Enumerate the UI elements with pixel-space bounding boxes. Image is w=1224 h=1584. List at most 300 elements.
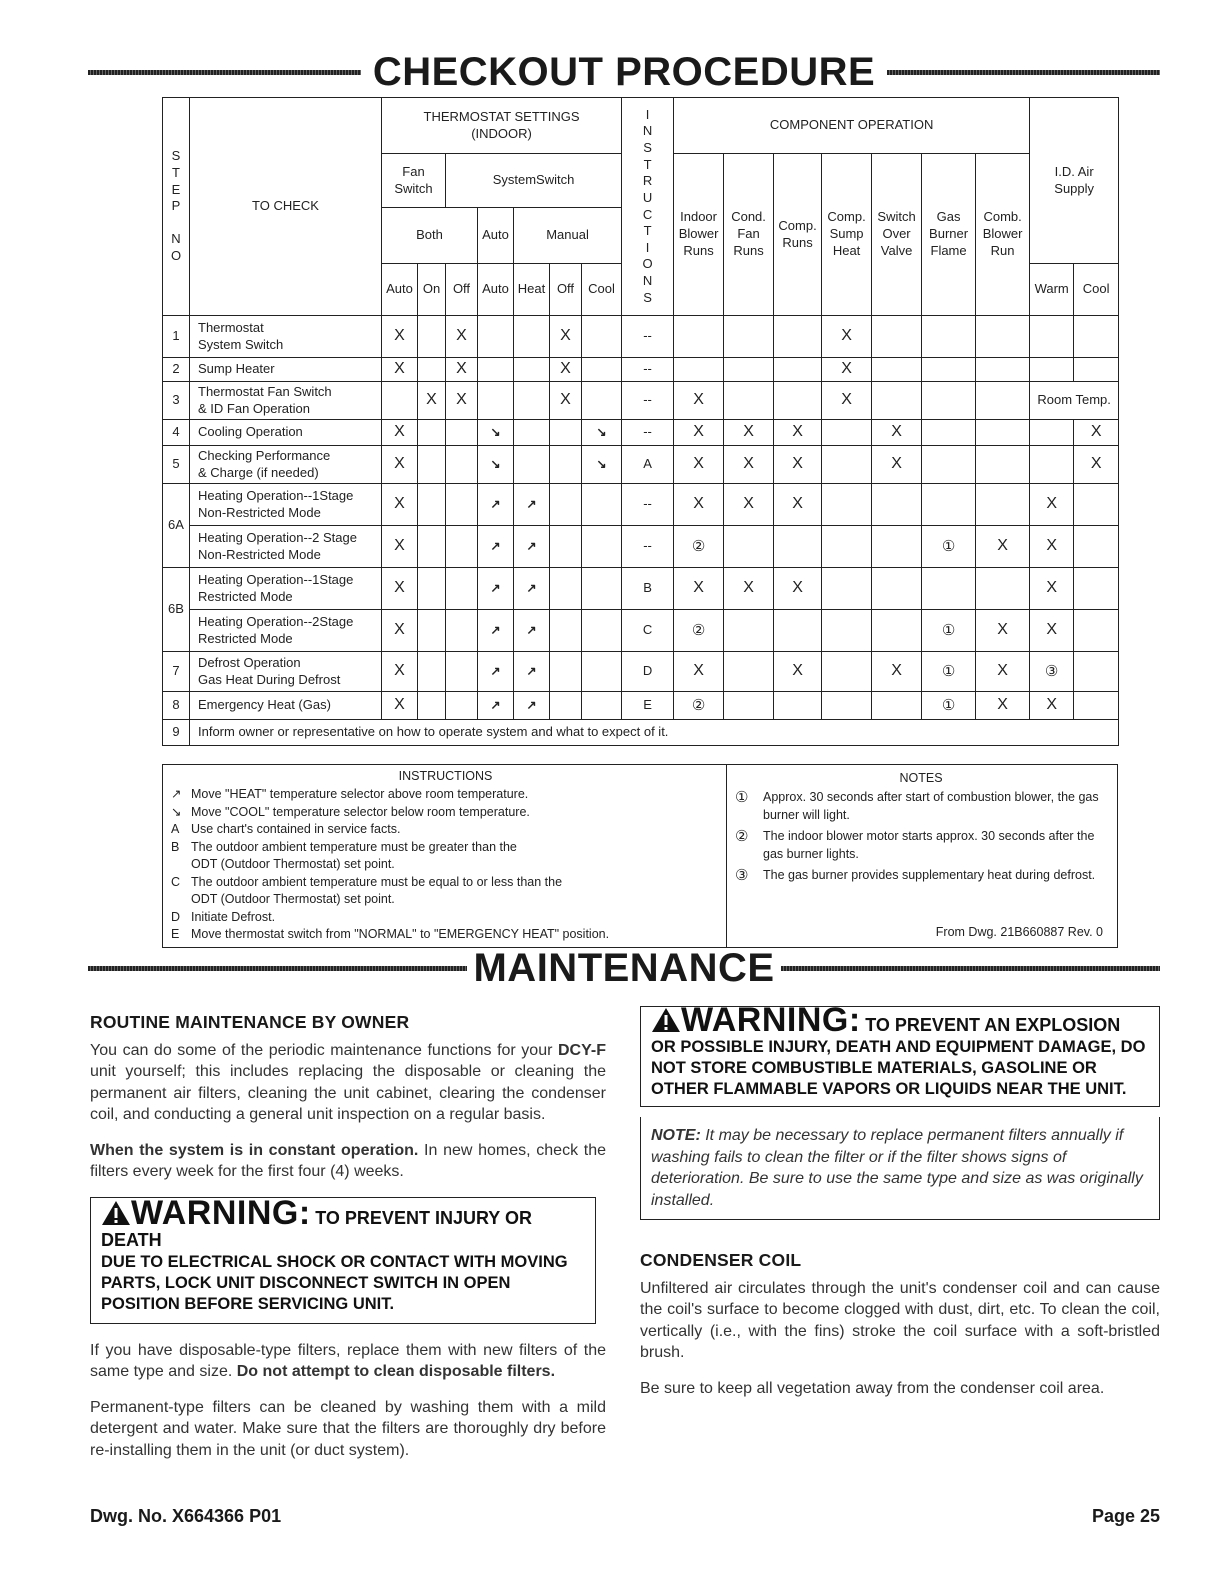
table-cell bbox=[478, 568, 514, 610]
table-cell bbox=[622, 316, 674, 358]
table-cell bbox=[774, 692, 822, 720]
cell-value: X bbox=[456, 360, 467, 378]
cell-value: X bbox=[841, 391, 852, 409]
to-check-line: Gas Heat During Defrost bbox=[198, 671, 341, 687]
cell-value: ① bbox=[941, 537, 956, 555]
cell-value: -- bbox=[643, 424, 652, 440]
table-cell bbox=[922, 652, 976, 692]
instruction-line bbox=[171, 856, 720, 874]
to-check-line: Sump Heater bbox=[198, 361, 275, 377]
table-cell bbox=[622, 484, 674, 526]
table-cell bbox=[582, 382, 622, 420]
both-header: Both bbox=[382, 208, 478, 264]
table-cell bbox=[550, 316, 582, 358]
table-cell bbox=[1074, 420, 1119, 446]
table-cell bbox=[446, 382, 478, 420]
table-cell bbox=[446, 568, 478, 610]
title-rule-right bbox=[887, 70, 1160, 75]
table-cell bbox=[976, 568, 1030, 610]
explosion-warning-box bbox=[640, 1001, 1160, 1107]
step-no-header bbox=[163, 98, 190, 316]
instruction-line bbox=[171, 804, 720, 822]
vertical-letter: N bbox=[642, 123, 653, 139]
cell-value: X bbox=[1046, 537, 1057, 555]
title-rule-left bbox=[88, 70, 361, 75]
sub-col-on: On bbox=[418, 264, 446, 316]
cell-value: X bbox=[1090, 423, 1102, 441]
table-cell bbox=[582, 446, 622, 484]
table-cell bbox=[774, 382, 822, 420]
instruction-text: The outdoor ambient temperature must be greater than the bbox=[191, 839, 517, 854]
to-check-line: Thermostat bbox=[198, 319, 264, 335]
table-cell bbox=[822, 358, 872, 382]
table-cell bbox=[872, 446, 922, 484]
table-cell bbox=[382, 382, 418, 420]
step-number: 1 bbox=[163, 316, 190, 358]
table-cell bbox=[622, 446, 674, 484]
cell-value: X bbox=[743, 579, 754, 597]
table-cell bbox=[446, 526, 478, 568]
cell-value: X bbox=[997, 621, 1008, 639]
table-cell bbox=[774, 526, 822, 568]
step-number: 8 bbox=[163, 692, 190, 720]
cell-value: X bbox=[792, 455, 803, 473]
instruction-line bbox=[171, 874, 720, 892]
table-cell bbox=[550, 610, 582, 652]
table-cell bbox=[674, 652, 724, 692]
table-cell bbox=[582, 358, 622, 382]
table-cell bbox=[514, 316, 550, 358]
vegetation-paragraph: Be sure to keep all vegetation away from the condenser coil area. bbox=[640, 1379, 1105, 1397]
vertical-letter: E bbox=[171, 181, 181, 197]
warning-triangle-icon bbox=[651, 1017, 681, 1035]
to-check-cell bbox=[190, 358, 382, 382]
cell-value: X bbox=[891, 662, 902, 680]
table-cell bbox=[478, 484, 514, 526]
table-cell bbox=[550, 568, 582, 610]
table-cell bbox=[418, 568, 446, 610]
cell-value: X bbox=[456, 391, 467, 409]
table-cell bbox=[478, 358, 514, 382]
table-cell bbox=[822, 316, 872, 358]
instruction-key: ↘ bbox=[171, 804, 182, 819]
table-cell bbox=[478, 610, 514, 652]
condenser-coil-heading: CONDENSER COIL bbox=[640, 1250, 802, 1270]
table-cell bbox=[674, 382, 724, 420]
vertical-letter: U bbox=[642, 189, 653, 205]
instruction-key bbox=[171, 891, 191, 909]
instructions-title: INSTRUCTIONS bbox=[398, 769, 493, 783]
table-cell bbox=[418, 484, 446, 526]
cell-value: ② bbox=[691, 621, 706, 639]
table-cell bbox=[1074, 526, 1119, 568]
instruction-key: D bbox=[171, 909, 181, 924]
cool-header: Cool bbox=[1074, 264, 1119, 316]
table-cell bbox=[418, 692, 446, 720]
electrical-warning-box bbox=[90, 1193, 596, 1324]
warning-body: OR POSSIBLE INJURY, DEATH AND EQUIPMENT DAMAGE, DO NOT STORE COMBUSTIBLE MATERIALS, GASOLINE OR OTHER FLAMMABLE VAPORS OR LIQUIDS NEAR THE UNIT. bbox=[651, 1038, 1146, 1098]
table-cell bbox=[418, 420, 446, 446]
table-cell bbox=[582, 484, 622, 526]
to-check-header: TO CHECK bbox=[190, 98, 382, 316]
heat-selector-arrow-icon: ↗ bbox=[526, 623, 537, 638]
table-cell bbox=[418, 526, 446, 568]
table-cell bbox=[1074, 484, 1119, 526]
table-cell bbox=[1074, 568, 1119, 610]
heat-selector-arrow-icon: ↗ bbox=[526, 664, 537, 679]
to-check-line: Heating Operation--1Stage bbox=[198, 487, 354, 503]
table-cell bbox=[922, 484, 976, 526]
to-check-cell bbox=[190, 652, 382, 692]
step-number: 7 bbox=[163, 652, 190, 692]
table-cell bbox=[1030, 484, 1074, 526]
vertical-letter: T bbox=[643, 223, 652, 239]
cell-value: X bbox=[792, 579, 803, 597]
vertical-letter: S bbox=[171, 148, 181, 164]
table-cell bbox=[478, 382, 514, 420]
table-cell bbox=[1030, 568, 1074, 610]
table-cell bbox=[774, 484, 822, 526]
note-number: ② bbox=[735, 828, 749, 845]
cell-value: X bbox=[997, 537, 1008, 555]
checkout-title-bar bbox=[88, 50, 1160, 95]
vertical-letter: R bbox=[642, 173, 653, 189]
table-cell bbox=[382, 526, 418, 568]
table-row bbox=[163, 420, 1119, 446]
table-cell bbox=[674, 610, 724, 652]
vertical-letter: T bbox=[643, 156, 652, 172]
table-cell bbox=[550, 358, 582, 382]
comp-col-3: Comp. Sump Heat bbox=[822, 154, 872, 316]
cell-value: X bbox=[693, 495, 704, 513]
note-text: It may be necessary to replace permanent filters annually if washing fails to clean the filter or if the filter shows signs of deterioration. Be sure to use the same type and size as was originally installed. bbox=[651, 1127, 1143, 1209]
constant-operation-paragraph bbox=[90, 1140, 606, 1183]
table-cell bbox=[478, 526, 514, 568]
cell-value: X bbox=[1046, 579, 1057, 597]
comp-col-5: Gas Burner Flame bbox=[922, 154, 976, 316]
table-cell bbox=[1030, 420, 1074, 446]
table-cell bbox=[822, 484, 872, 526]
table-cell bbox=[872, 652, 922, 692]
table-cell bbox=[550, 526, 582, 568]
table-cell bbox=[724, 446, 774, 484]
instruction-key: ↗ bbox=[171, 787, 182, 801]
table-cell bbox=[550, 446, 582, 484]
table-cell bbox=[382, 652, 418, 692]
instruction-text: Move thermostat switch from "NORMAL" to "EMERGENCY HEAT" position. bbox=[191, 927, 610, 941]
table-cell bbox=[446, 610, 478, 652]
cell-value: X bbox=[841, 360, 852, 378]
table-cell bbox=[922, 446, 976, 484]
warning-word: WARNING: bbox=[681, 1001, 861, 1039]
to-check-cell bbox=[190, 484, 382, 526]
step-number: 2 bbox=[163, 358, 190, 382]
table-cell bbox=[922, 526, 976, 568]
table-cell bbox=[872, 526, 922, 568]
table-cell bbox=[550, 652, 582, 692]
cell-value: -- bbox=[643, 538, 652, 554]
table-cell bbox=[446, 484, 478, 526]
table-cell bbox=[922, 610, 976, 652]
table-cell bbox=[822, 382, 872, 420]
cell-value: X bbox=[693, 662, 704, 680]
explosion-warning-text bbox=[651, 1001, 1151, 1100]
table-cell bbox=[382, 446, 418, 484]
checkout-table bbox=[162, 97, 1119, 746]
cell-value: -- bbox=[643, 328, 652, 344]
notes-list bbox=[735, 789, 1107, 885]
instruction-line bbox=[171, 926, 720, 944]
instruction-key: B bbox=[171, 839, 180, 854]
cell-value: X bbox=[792, 662, 803, 680]
instruction-line bbox=[171, 786, 720, 804]
to-check-line: Non-Restricted Mode bbox=[198, 504, 321, 520]
table-cell bbox=[1074, 446, 1119, 484]
heat-selector-arrow-icon: ↗ bbox=[490, 581, 501, 596]
cell-value: C bbox=[642, 622, 653, 638]
auto-header: Auto bbox=[478, 208, 514, 264]
table-cell bbox=[922, 692, 976, 720]
table-cell bbox=[582, 692, 622, 720]
table-cell bbox=[514, 568, 550, 610]
manual-header: Manual bbox=[514, 208, 622, 264]
vertical-letter bbox=[163, 215, 189, 232]
warning-triangle-icon bbox=[101, 1210, 131, 1228]
to-check-cell bbox=[190, 420, 382, 446]
cell-value: X bbox=[792, 423, 803, 441]
sub-col-auto2: Auto bbox=[478, 264, 514, 316]
table-cell bbox=[478, 692, 514, 720]
cell-value: X bbox=[693, 455, 704, 473]
cell-value: X bbox=[997, 662, 1008, 680]
note-item bbox=[735, 867, 1107, 885]
note-text: The gas burner provides supplementary heat during defrost. bbox=[763, 868, 1096, 882]
maint-rule-left bbox=[88, 966, 467, 971]
table-cell bbox=[478, 446, 514, 484]
sub-col-auto: Auto bbox=[382, 264, 418, 316]
instruction-key: E bbox=[171, 927, 180, 941]
table-cell bbox=[976, 484, 1030, 526]
routine-text-c: unit yourself; this includes replacing the disposable or cleaning the permanent air filters, cleaning the unit cabinet, clearing the condenser coil, and conducting a general unit inspection on a regular basis. bbox=[90, 1063, 606, 1123]
disposable-bold: Do not attempt to clean disposable filters. bbox=[236, 1363, 556, 1380]
vertical-letter: O bbox=[642, 256, 653, 272]
instructions-panel bbox=[163, 765, 727, 947]
table-cell bbox=[1030, 358, 1074, 382]
table-cell bbox=[922, 358, 976, 382]
table-cell bbox=[774, 652, 822, 692]
table-row bbox=[163, 652, 1119, 692]
cell-value: X bbox=[560, 327, 571, 345]
table-cell bbox=[774, 358, 822, 382]
step-number: 6A bbox=[163, 484, 190, 568]
note-text: Approx. 30 seconds after start of combustion blower, the gas burner will light. bbox=[763, 790, 1099, 822]
warning-lead: TO PREVENT INJURY OR DEATH bbox=[101, 1207, 532, 1250]
instruction-key: A bbox=[171, 822, 180, 836]
table-cell bbox=[446, 692, 478, 720]
model-name: DCY-F bbox=[558, 1041, 606, 1059]
to-check-line: Restricted Mode bbox=[198, 588, 293, 604]
table-cell bbox=[382, 568, 418, 610]
notes-panel bbox=[727, 765, 1117, 947]
cell-value: -- bbox=[643, 392, 652, 408]
instruction-text: ODT (Outdoor Thermostat) set point. bbox=[191, 857, 395, 871]
filter-note-box bbox=[640, 1117, 1160, 1220]
table-cell bbox=[724, 420, 774, 446]
table-cell bbox=[976, 526, 1030, 568]
page-number: Page 25 bbox=[1091, 1506, 1160, 1526]
table-cell bbox=[724, 526, 774, 568]
disposable-text: If you have disposable-type filters, replace them with new filters of the same type and size. bbox=[90, 1341, 606, 1380]
cell-value: X bbox=[394, 327, 405, 345]
table-cell bbox=[446, 446, 478, 484]
warning-word: WARNING: bbox=[131, 1193, 311, 1232]
table-row bbox=[163, 382, 1119, 420]
step-number: 4 bbox=[163, 420, 190, 446]
table-cell bbox=[922, 568, 976, 610]
table-cell bbox=[582, 568, 622, 610]
drawing-number: Dwg. No. X664366 P01 bbox=[90, 1506, 282, 1526]
table-cell bbox=[622, 358, 674, 382]
table-cell bbox=[674, 358, 724, 382]
step-9-text: Inform owner or representative on how to operate system and what to expect of it. bbox=[190, 720, 1119, 746]
table-cell bbox=[514, 382, 550, 420]
table-cell bbox=[1030, 316, 1074, 358]
maint-rule-right bbox=[781, 966, 1160, 971]
table-cell bbox=[922, 382, 976, 420]
table-cell bbox=[822, 568, 872, 610]
to-check-cell bbox=[190, 316, 382, 358]
table-cell bbox=[1074, 692, 1119, 720]
table-cell bbox=[446, 358, 478, 382]
component-operation-header: COMPONENT OPERATION bbox=[674, 98, 1030, 154]
heat-selector-arrow-icon: ↗ bbox=[526, 698, 537, 713]
warning-lead: TO PREVENT AN EXPLOSION bbox=[865, 1015, 1121, 1035]
cell-value: X bbox=[1090, 455, 1102, 473]
cell-value: X bbox=[394, 621, 405, 639]
right-column bbox=[640, 1001, 1160, 1413]
cell-value: X bbox=[394, 455, 405, 473]
cell-value: ② bbox=[691, 537, 706, 555]
table-cell bbox=[1074, 358, 1119, 382]
table-cell bbox=[724, 652, 774, 692]
vertical-letter: N bbox=[642, 273, 653, 288]
cell-value: X bbox=[560, 360, 571, 378]
instruction-key: C bbox=[171, 874, 181, 889]
step-number: 5 bbox=[163, 446, 190, 484]
to-check-line: Heating Operation--2 Stage bbox=[198, 529, 357, 545]
cool-selector-arrow-icon: ↘ bbox=[596, 425, 607, 440]
cell-value: X bbox=[394, 537, 405, 555]
step-9-number: 9 bbox=[163, 720, 190, 746]
fan-switch-header: Fan Switch bbox=[382, 154, 446, 208]
cell-value: B bbox=[643, 580, 652, 596]
to-check-line: Restricted Mode bbox=[198, 630, 293, 646]
to-check-line: Emergency Heat (Gas) bbox=[198, 697, 331, 713]
table-cell bbox=[1074, 610, 1119, 652]
sub-col-off2: Off bbox=[550, 264, 582, 316]
table-cell bbox=[872, 420, 922, 446]
cell-value: ① bbox=[941, 662, 956, 680]
cool-selector-arrow-icon: ↘ bbox=[490, 457, 501, 472]
table-cell bbox=[418, 610, 446, 652]
table-cell bbox=[514, 484, 550, 526]
to-check-cell bbox=[190, 568, 382, 610]
table-cell bbox=[822, 692, 872, 720]
table-cell bbox=[822, 446, 872, 484]
cell-value: X bbox=[891, 423, 902, 441]
table-cell bbox=[674, 568, 724, 610]
cell-value: X bbox=[1046, 696, 1057, 714]
note-number: ① bbox=[735, 789, 749, 806]
comp-col-6: Comb. Blower Run bbox=[976, 154, 1030, 316]
to-check-line: Defrost Operation bbox=[198, 654, 301, 670]
vertical-letter: I bbox=[645, 239, 650, 255]
table-cell bbox=[550, 484, 582, 526]
table-cell bbox=[418, 358, 446, 382]
room-temp-cell: Room Temp. bbox=[1030, 382, 1119, 420]
table-cell bbox=[1074, 652, 1119, 692]
table-cell bbox=[724, 316, 774, 358]
table-cell bbox=[478, 652, 514, 692]
table-cell bbox=[822, 652, 872, 692]
table-row bbox=[163, 316, 1119, 358]
comp-col-2: Comp. Runs bbox=[774, 154, 822, 316]
maintenance-title: MAINTENANCE bbox=[473, 946, 775, 990]
cell-value: ③ bbox=[1044, 662, 1059, 680]
to-check-cell bbox=[190, 692, 382, 720]
instruction-text: Use chart's contained in service facts. bbox=[191, 822, 401, 836]
table-cell bbox=[582, 526, 622, 568]
table-cell bbox=[1030, 526, 1074, 568]
to-check-line: Checking Performance bbox=[198, 447, 331, 463]
table-cell bbox=[674, 446, 724, 484]
table-cell bbox=[872, 692, 922, 720]
table-cell bbox=[774, 568, 822, 610]
table-cell bbox=[872, 568, 922, 610]
table-cell bbox=[382, 420, 418, 446]
instruction-line bbox=[171, 839, 720, 857]
table-cell bbox=[822, 420, 872, 446]
table-cell bbox=[674, 526, 724, 568]
cell-value: X bbox=[693, 579, 704, 597]
cell-value: X bbox=[891, 455, 902, 473]
vertical-letter: T bbox=[172, 164, 180, 180]
table-cell bbox=[622, 526, 674, 568]
instruction-key bbox=[171, 856, 191, 874]
table-cell bbox=[382, 692, 418, 720]
electrical-warning-text bbox=[101, 1193, 585, 1315]
table-cell bbox=[674, 420, 724, 446]
to-check-cell bbox=[190, 526, 382, 568]
note-item bbox=[735, 789, 1107, 824]
vertical-letter: S bbox=[643, 140, 652, 155]
table-cell bbox=[418, 446, 446, 484]
table-row bbox=[163, 446, 1119, 484]
vertical-letter: P bbox=[171, 198, 181, 214]
cell-value: X bbox=[841, 327, 852, 345]
table-cell bbox=[550, 692, 582, 720]
routine-paragraph bbox=[90, 1040, 606, 1126]
table-row bbox=[163, 692, 1119, 720]
heat-selector-arrow-icon: ↗ bbox=[526, 539, 537, 554]
table-cell bbox=[1030, 692, 1074, 720]
cell-value: X bbox=[456, 327, 467, 345]
table-cell bbox=[1030, 446, 1074, 484]
table-cell bbox=[674, 692, 724, 720]
table-cell bbox=[382, 484, 418, 526]
table-cell bbox=[774, 610, 822, 652]
table-cell bbox=[724, 692, 774, 720]
